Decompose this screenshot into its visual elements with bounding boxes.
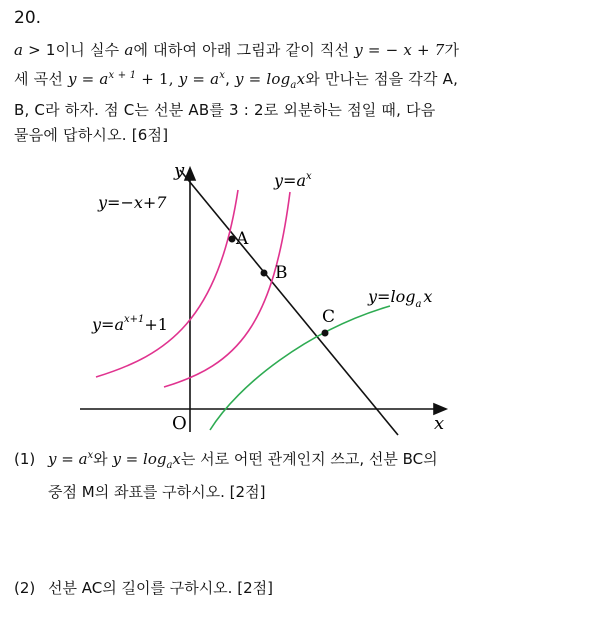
line-y-minus-x-plus-7 xyxy=(180,170,398,435)
exponent: x xyxy=(219,70,226,81)
text-segment: 세 곡선 xyxy=(14,70,69,88)
equation-part: + 1, xyxy=(136,70,179,88)
point-b xyxy=(261,270,268,277)
curve-a-x-plus-1-plus-1 xyxy=(96,190,238,377)
graph-figure xyxy=(78,150,458,440)
text-segment: 와 만나는 점을 각각 A, xyxy=(305,70,459,88)
text-segment: , xyxy=(225,70,235,88)
exponent: x xyxy=(87,450,94,461)
text-segment: 가 xyxy=(444,41,460,59)
y-axis-label: y xyxy=(174,160,185,181)
curve-a-x-plus-1-label: $y=a^{x+1}+1$ xyxy=(92,314,168,334)
sub-question-2-text: 선분 AC의 길이를 구하시오. [2점] xyxy=(48,579,273,597)
sub-question-1 xyxy=(14,442,438,506)
exponent: x + 1 xyxy=(108,70,137,81)
question-line-1 xyxy=(14,38,574,63)
text-segment: 와 xyxy=(93,450,113,468)
equation-part: y = a xyxy=(178,70,220,88)
question-text xyxy=(14,38,574,148)
equation-part: x xyxy=(172,450,181,468)
curve-a-x-label: $y=a^x$ xyxy=(274,171,312,190)
curve-a-x xyxy=(164,192,290,387)
equation-part: y = a xyxy=(48,450,88,468)
question-line-3: B, C라 하자. 점 C는 선분 AB를 3 : 2로 외분하는 점일 때, 다음 xyxy=(14,101,436,119)
text-segment: 에 대하여 아래 그림과 같이 직선 xyxy=(133,41,355,59)
equation-part: y = a xyxy=(68,70,109,88)
point-a xyxy=(229,236,236,243)
subscript: a xyxy=(166,460,173,471)
subscript: a xyxy=(290,80,297,91)
x-axis-label: x xyxy=(434,413,445,434)
line-label: y=−x+7 xyxy=(98,193,167,212)
equation-part: x xyxy=(296,70,306,88)
point-c-label: C xyxy=(322,307,336,327)
point-b-label: B xyxy=(275,263,288,283)
sub-question-number: (2) xyxy=(14,579,36,597)
question-number: 20. xyxy=(14,8,42,28)
text-a: a xyxy=(14,41,24,59)
sub-question-2 xyxy=(14,575,273,602)
question-line-2 xyxy=(14,63,574,98)
curve-log-a-x xyxy=(210,306,390,430)
question-line-4: 물음에 답하시오. [6점] xyxy=(14,126,169,144)
equation-line: y = − x + 7 xyxy=(354,41,445,59)
point-a-label: A xyxy=(236,229,249,249)
text-segment: 는 서로 어떤 관계인지 쓰고, 선분 BC의 xyxy=(180,450,438,468)
curve-log-label: $y=\log_a$ x xyxy=(368,287,433,310)
origin-label: O xyxy=(172,413,187,434)
equation-part: y = log xyxy=(112,450,167,468)
equation-part: y = log xyxy=(235,70,291,88)
sub-question-1-line-2: 중점 M의 좌표를 구하시오. [2점] xyxy=(48,483,266,501)
text-segment: > 1이니 실수 xyxy=(23,41,125,59)
text-a: a xyxy=(124,41,134,59)
point-c xyxy=(322,330,329,337)
sub-question-number: (1) xyxy=(14,450,36,468)
